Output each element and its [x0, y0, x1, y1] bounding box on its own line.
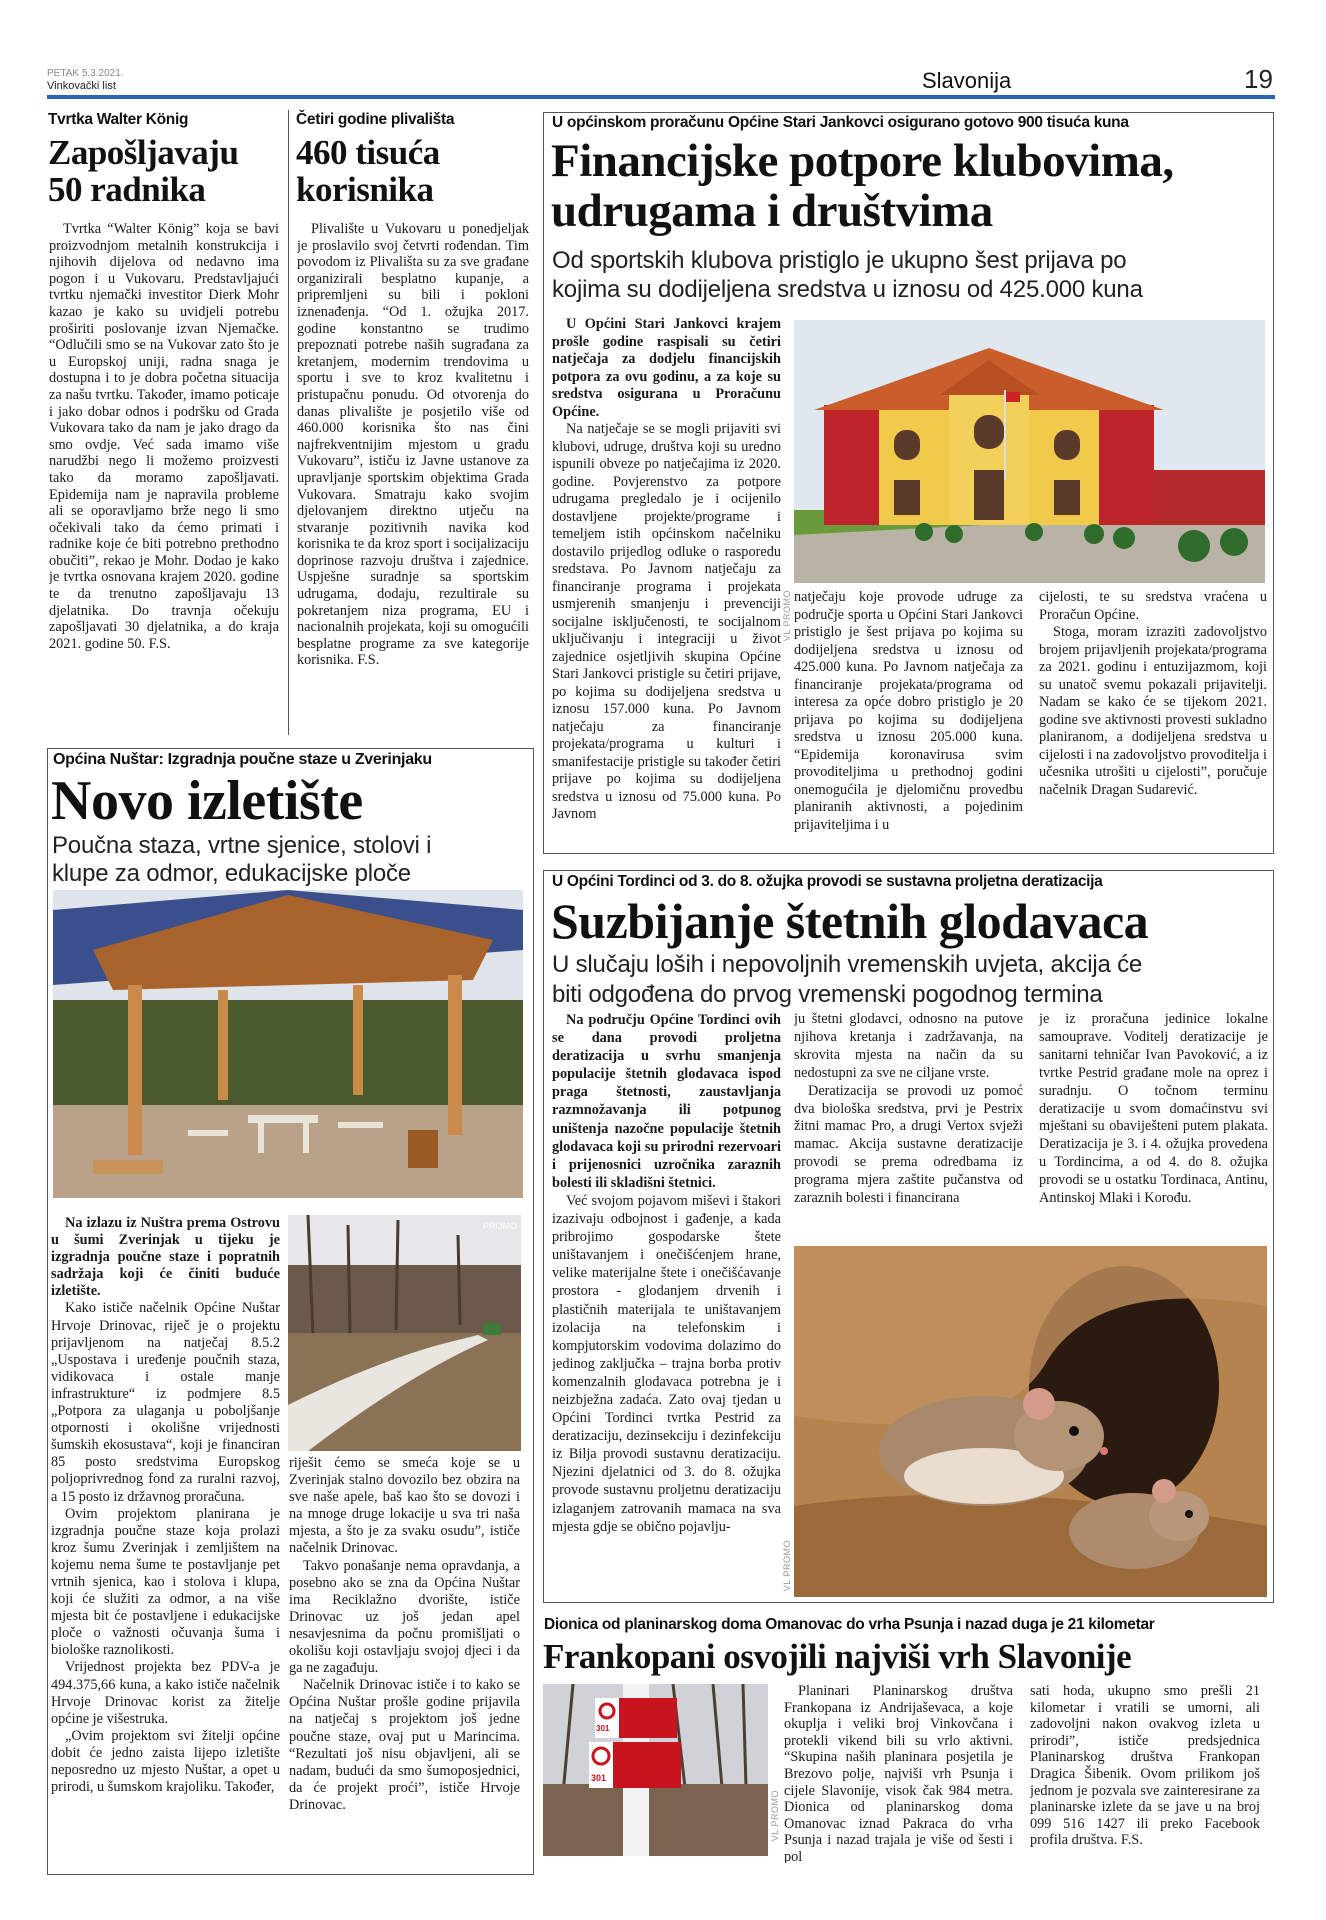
headline-line: korisnika	[296, 170, 434, 209]
photo-credit: VL PROMO	[782, 590, 792, 642]
paragraph: cijelosti, te su sredstva vraćena u Proračun Općine.	[1039, 589, 1267, 623]
paragraph: Deratizacija se provodi uz pomoć dva biološka sredstva, prvi je Pestrix žitni mamac Pro, a drugi Vertox svježi mamac. Akcija sustavne deratizacije provodi se prema odredbama iz programa mjera zaštite pučanstva od zaraznih bolesti i financirana	[794, 1082, 1023, 1207]
paper-name: Vinkovački list	[47, 80, 116, 92]
trail-number: 301	[591, 1773, 607, 1783]
article-subtitle	[552, 950, 1142, 1010]
article-headline: Suzbijanje štetnih glodavaca	[551, 893, 1149, 949]
paragraph: Stoga, moram izraziti zadovoljstvo brojem prijavljenih projekata/programa za 2021. godinu i entuzijazmom, koji su unatoč svemu pokazali prijavitelji. Nadam se kako će se tijekom 2021. godine sve aktivnosti provesti sukladno planiranom, a dodijeljena sredstva u cijelosti i na zadovoljstvo provoditelja i učesnika utrošiti u cijelosti”, poručuje načelnik Dragan Sudarević.	[1039, 624, 1267, 798]
photo-credit: PROMO	[482, 1221, 517, 1231]
article-headline	[296, 134, 440, 208]
article-headline: Frankopani osvojili najviši vrh Slavonije	[543, 1637, 1132, 1676]
gazebo-photo	[53, 890, 523, 1198]
article-headline: Novo izletište	[51, 770, 363, 832]
photo-credit: VL PROMO	[770, 1790, 780, 1842]
article-kicker: Općina Nuštar: Izgradnja poučne staze u Zverinjaku	[53, 751, 432, 768]
paragraph: Plivalište u Vukovaru u ponedjeljak je proslavilo svoj četvrti rođendan. Tim povodom iz Plivališta su za sve građane organizirali besplatno kupanje, a pripremljeni su bili i pokloni iznenađenja. “Od 1. ožujka 2017. godine konstantno se trudimo prepoznati potrebe naših sugrađana za kretanjem, modernim trendovima u sportu i sve to kroz kvalitetnu i pristupačnu ponudu. Od otvorenja do danas plivalište je posjetilo više od 460.000 korisnika što nas čini najfrekventnijim mjestom u gradu Vukovaru”, ističu iz Javne ustanove za upravljanje sportskim objektima Grada Vukovara. Smatraju kako svojim djelovanjem direktno utječu na stvaranje pozitivnih navika kod korisnika te da kroz sport i socijalizaciju doprinose razvoju društva i zajednice. Uspješne suradnje sa sportskim udrugama, dodaju, rezultirale su pokretanjem niza programa, EU i nacionalnih projekata, koji su omogućili besplatne programe za sve kategorije korisnika. F.S.	[297, 221, 529, 669]
paragraph: Već svojom pojavom miševi i štakori izazivaju odbojnost i gađenje, a kada pribrojimo gospodarske štete uništavanjem i onečišćenjem hrane, velike materijalne štete i onečišćavanje prostora - glodanjem drvenih i plastičnih materijala te uništavanjem izolacija na telefonskim i kompjutorskim vodovima dolazimo do jedinog zaključka – trajna borba protiv komenzalnih glodavaca potrebna je i neizbježna zadaća. Zato ovaj tjedan u Općini Tordinci tvrtka Pestrid za deratizaciju, dezinsekciju i dezinfekciju iz Bilja provodi sustavnu deratizaciju. Njezini djelatnici od 3. do 8. ožujka provode sustavnu proljetnu deratizaciju izlaganjem zatrovanih mamaca na sva mjesta gdje se obično pojavlju-	[552, 1192, 781, 1535]
subtitle-line: Od sportskih klubova pristiglo je ukupno šest prijava po	[552, 247, 1127, 274]
article-body	[297, 221, 529, 737]
article-body-col-1	[552, 1011, 781, 1597]
article-body-col-1	[51, 1215, 280, 1870]
subtitle-line: Poučna staza, vrtne sjenice, stolovi i	[52, 832, 432, 859]
article-body-col-2	[794, 1011, 1023, 1239]
paragraph: Planinari Planinarskog društva Frankopana iz Andrijaševaca, a koje okuplja i veliki broj Vinkovčana i protekli vikend bili su vrlo aktivni. “Skupina naših planinara posjetila je Brezovo polje, najviši vrh Psunja i cijele Slavonije, visok čak 984 metra. Dionica od planinarskog doma Omanovac iznad Pakraca do vrha Psunja i nazad trajala je više od šesti i pol	[784, 1683, 1013, 1863]
subtitle-line: biti odgođena do prvog vremenski pogodnog termina	[552, 981, 1103, 1008]
article-kicker: Četiri godine plivališta	[296, 111, 455, 128]
paragraph: Načelnik Drinovac ističe i to kako se Općina Nuštar prošle godine prijavila na natječaj s projektom još jedne poučne staze, ovaj put u Marincima. “Rezultati još nisu objavljeni, ali se nadam, budući da smo šumoposjednici, da će projekt proći”, ističe Hrvoje Drinovac.	[289, 1677, 520, 1813]
article-kicker: Tvrtka Walter König	[48, 111, 189, 128]
paragraph: Vrijednost projekta bez PDV-a je 494.375,66 kuna, a kako ističe načelnik Hrvoje Drinovac korist za žitelje općine je višestruka.	[51, 1659, 280, 1727]
lead-paragraph: Na izlazu iz Nuštra prema Ostrovu u šumi Zverinjak u tijeku je izgradnja poučne staze i popratnih sadržaja koji će činiti buduće izletište.	[51, 1215, 280, 1300]
headline-line: Zapošljavaju	[48, 133, 239, 172]
headline-line: 50 radnika	[48, 170, 206, 209]
paragraph: Kako ističe načelnik Općine Nuštar Hrvoje Drinovac, riječ je o projektu prijavljenom na natječaj 8.5.2 „Uspostava i uređenje poučnih staza, vidikovaca i ostale manje infrastrukture“ iz podmjere 8.5 „Potpora za ulaganja u poboljšanje otpornosti i okolišne vrijednosti šumskih ekosustava“, koji je financiran 85 posto sredstvima Europskog poljoprivrednog fond za ruralni razvoj, a 15 posto iz državnog proračuna.	[51, 1300, 280, 1505]
article-body-col-1	[784, 1683, 1013, 1863]
article-subtitle	[552, 246, 1143, 304]
rats-photo	[794, 1246, 1267, 1597]
column-divider	[288, 110, 289, 735]
subtitle-line: kojima su dodijeljena sredstva u iznosu od 425.000 kuna	[552, 276, 1143, 303]
forest-path-photo	[288, 1215, 521, 1451]
photo-credit: VL PROMO	[782, 1540, 792, 1592]
article-kicker: U Općini Tordinci od 3. do 8. ožujka provodi se sustavna proljetna deratizacija	[552, 873, 1103, 890]
paragraph: Takvo ponašanje nema opravdanja, a posebno ako se zna da Općina Nuštar ima Reciklažno dvorište, ističe Drinovac uz još jedan apel nesavjesnima da počnu promišljati o okolišu koji ostavljaju svojoj djeci i da ga ne zagađuju.	[289, 1557, 520, 1677]
paragraph: je iz proračuna jedinice lokalne samouprave. Voditelj deratizacije je sanitarni tehničar Ivan Pavoković, a iz tvrtke Pestrid građane mole na oprez i suradnju. O točnom terminu deratizacije u svom domaćinstvu svi mještani su obaviješteni putem plakata. Deratizacija je 3. i 4. ožujka provedena u Tordincima, a od 4. do 8. ožujka provodi se u ostatku Tordinaca, Antinu, Antinskoj Mlaki i Korođu.	[1039, 1011, 1268, 1207]
article-subtitle	[52, 832, 431, 888]
headline-line: udrugama i društvima	[551, 185, 993, 237]
paragraph: natječaju koje provode udruge za područje sporta u Općini Stari Jankovci pristiglo je šest prijava po kojima su dodijeljena sredstva u iznosu od 425.000 kuna. Po Javnom natječaja za financiranje projekata/programa od interesa za opće dobro pristiglo je 20 prijava po kojima su dodijeljena sredstva u iznosu 205.000 kuna. “Epidemija koronavirusa svim provoditeljima u prethodnoj godini onemogućila je djelomičnu provedbu planiranih aktivnosti, a pojedinim prijaviteljima i u	[794, 589, 1023, 833]
headline-line: Financijske potpore klubovima,	[551, 135, 1174, 187]
article-kicker: Dionica od planinarskog doma Omanovac do vrha Psunja i nazad duga je 21 kilometar	[544, 1616, 1155, 1633]
article-body-col-3	[1039, 589, 1267, 847]
lead-paragraph: Na području Općine Tordinci ovih se dana provodi proljetna deratizacija u svrhu smanjenja populacije štetnih glodavaca ispod praga štetnosti, zaustavljanja razmnožavanja ili potpunog uništenja nazočne populacije štetnih glodavaca koji su prirodni rezervoari i prijenosnici uzročnika zaraznih bolesti ili skladišni štetnici.	[552, 1012, 781, 1191]
paragraph: „Ovim projektom svi žitelji općine dobit će jedno zaista lijepo izletište neposredno uz mjesto Nuštar, a opet u prirodi, u šumskom krajoliku. Također,	[51, 1727, 280, 1796]
article-body-col-2	[289, 1455, 520, 1870]
lead-paragraph: U Općini Stari Jankovci krajem prošle godine raspisali su četiri natječaja za dodjelu financijskih potpora za ovu godinu, a za koje su sredstva osigurana u Proračunu Općine.	[552, 316, 781, 420]
article-headline	[551, 136, 1174, 236]
section-title: Slavonija	[922, 68, 1012, 93]
page-number: 19	[1244, 64, 1273, 94]
article-body-col-1	[552, 316, 781, 846]
article-kicker: U općinskom proračunu Općine Stari Jankovci osigurano gotovo 900 tisuća kuna	[552, 114, 1129, 131]
issue-date: PETAK 5.3.2021.	[47, 68, 124, 79]
paragraph: riješit ćemo se smeća koje se u Zverinjak stalno dovozilo bez obzira na sve naše apele, baš kao što se dovozi i na mnoge druge lokacije u sva tri naša mjesta, a što je za svaku osudu”, ističe načelnik Drinovac.	[289, 1455, 520, 1557]
paragraph: sati hoda, ukupno smo prešli 21 kilometar i vratili se umorni, ali zadovoljni nakon ovakvog izleta u prirodi”, ističe predsjednica Planinarskog društva Frankopan Dragica Šibenik. Ovom prilikom još jednom je pozvala sve zainteresirane za planinarske izlete da se jave u na broj 099 516 1427 ili preko Facebook profila društva. F.S.	[1030, 1683, 1260, 1849]
article-body-col-2	[794, 589, 1023, 847]
paragraph: Tvrtka “Walter König” koja se bavi proizvodnjom metalnih konstrukcija i njihovih dijelova od nedavno ima pogon i u Vukovaru. Predstavljajući tvrtku njemački investitor Dierk Mohr kazao je kako su uvidjeli potrebu proširiti poslovanje izvan Njemačke. “Odlučili smo se na Vukovar zato što je u Europskoj uniji, radna snaga je dostupna i to je dobra početna situacija za našu tvrtku. Također, imamo poticaje i jako dobar odnos i podršku od Grada Vukovara tako da nam je jako drago da smo ovdje. Već sada imamo više narudžbi nego li možemo proizvesti tako da moramo zapošljavati. Epidemija nam je napravila probleme ali se oporavljamo brže nego li smo očekivali tako da ćemo primati i radnike koje će biti potrebno prethodno obučiti”, rekao je Mohr. Dodao je kako je tvrtka osnovana krajem 2020. godine te da trenutno zapošljavaju 13 djelatnika. Do travnja očekuju zapošljavati 30 djelatnika, a do kraja 2021. godine 50. F.S.	[49, 221, 279, 652]
article-body-col-2	[1030, 1683, 1260, 1863]
article-body	[49, 221, 279, 737]
headline-line: 460 tisuća	[296, 133, 440, 172]
header-rule	[47, 95, 1275, 99]
article-headline	[48, 134, 238, 208]
subtitle-line: klupe za odmor, edukacijske ploče	[52, 860, 411, 887]
paragraph: Na natječaje se se mogli prijaviti svi klubovi, udruge, društva koji su uredno ispunili obveze po natječajima iz 2020. godine. Povjerenstvo za potpore udrugama pregledalo je i ocijenilo dostavljene projekte/programe i temeljem istih općinskom načelniku dostavilo prijedlog odluke o rasporedu sredstava. Po Javnom natječaju za financiranje programa i projekata usmjerenih smanjenju i prevenciji socijalne isključenosti, te socijalnom uključivanju i integraciji u život zajednice osjetljivih skupina Općine Stari Jankovci pristigle su četiri prijave, po kojima su dodijeljena sredstva u iznosu 157.000 kuna. Po Javnom natječaju za financiranje projekata/programa u kulturi i smanifestacije pristigle su također četiri prijave po kojima su dodijeljena sredstva u iznosu od 75.000 kuna. Po Javnom	[552, 421, 781, 822]
article-body-col-3	[1039, 1011, 1268, 1239]
municipality-building-photo	[794, 320, 1265, 583]
subtitle-line: U slučaju loših i nepovoljnih vremenskih uvjeta, akcija će	[552, 951, 1143, 978]
paragraph: ju štetni glodavci, odnosno na putove njihova kretanja i zadržavanja, na skrovita mjesta na način da su nedostupni za sve ne ciljane vrste.	[794, 1011, 1023, 1081]
trail-sign-photo	[543, 1684, 768, 1856]
trail-number: 301	[596, 1724, 610, 1733]
paragraph: Ovim projektom planirana je izgradnja poučne staze koja prolazi kroz šumu Zverinjak i zemljištem na kojemu nema šume te postavljanje pet vrtnih sjenica, kao i stolova i klupa, koji će služiti za odmor, a na više mjesta bit će postavljene i edukacijske ploče o važnosti očuvanja šuma i biološke raznolikosti.	[51, 1505, 280, 1659]
